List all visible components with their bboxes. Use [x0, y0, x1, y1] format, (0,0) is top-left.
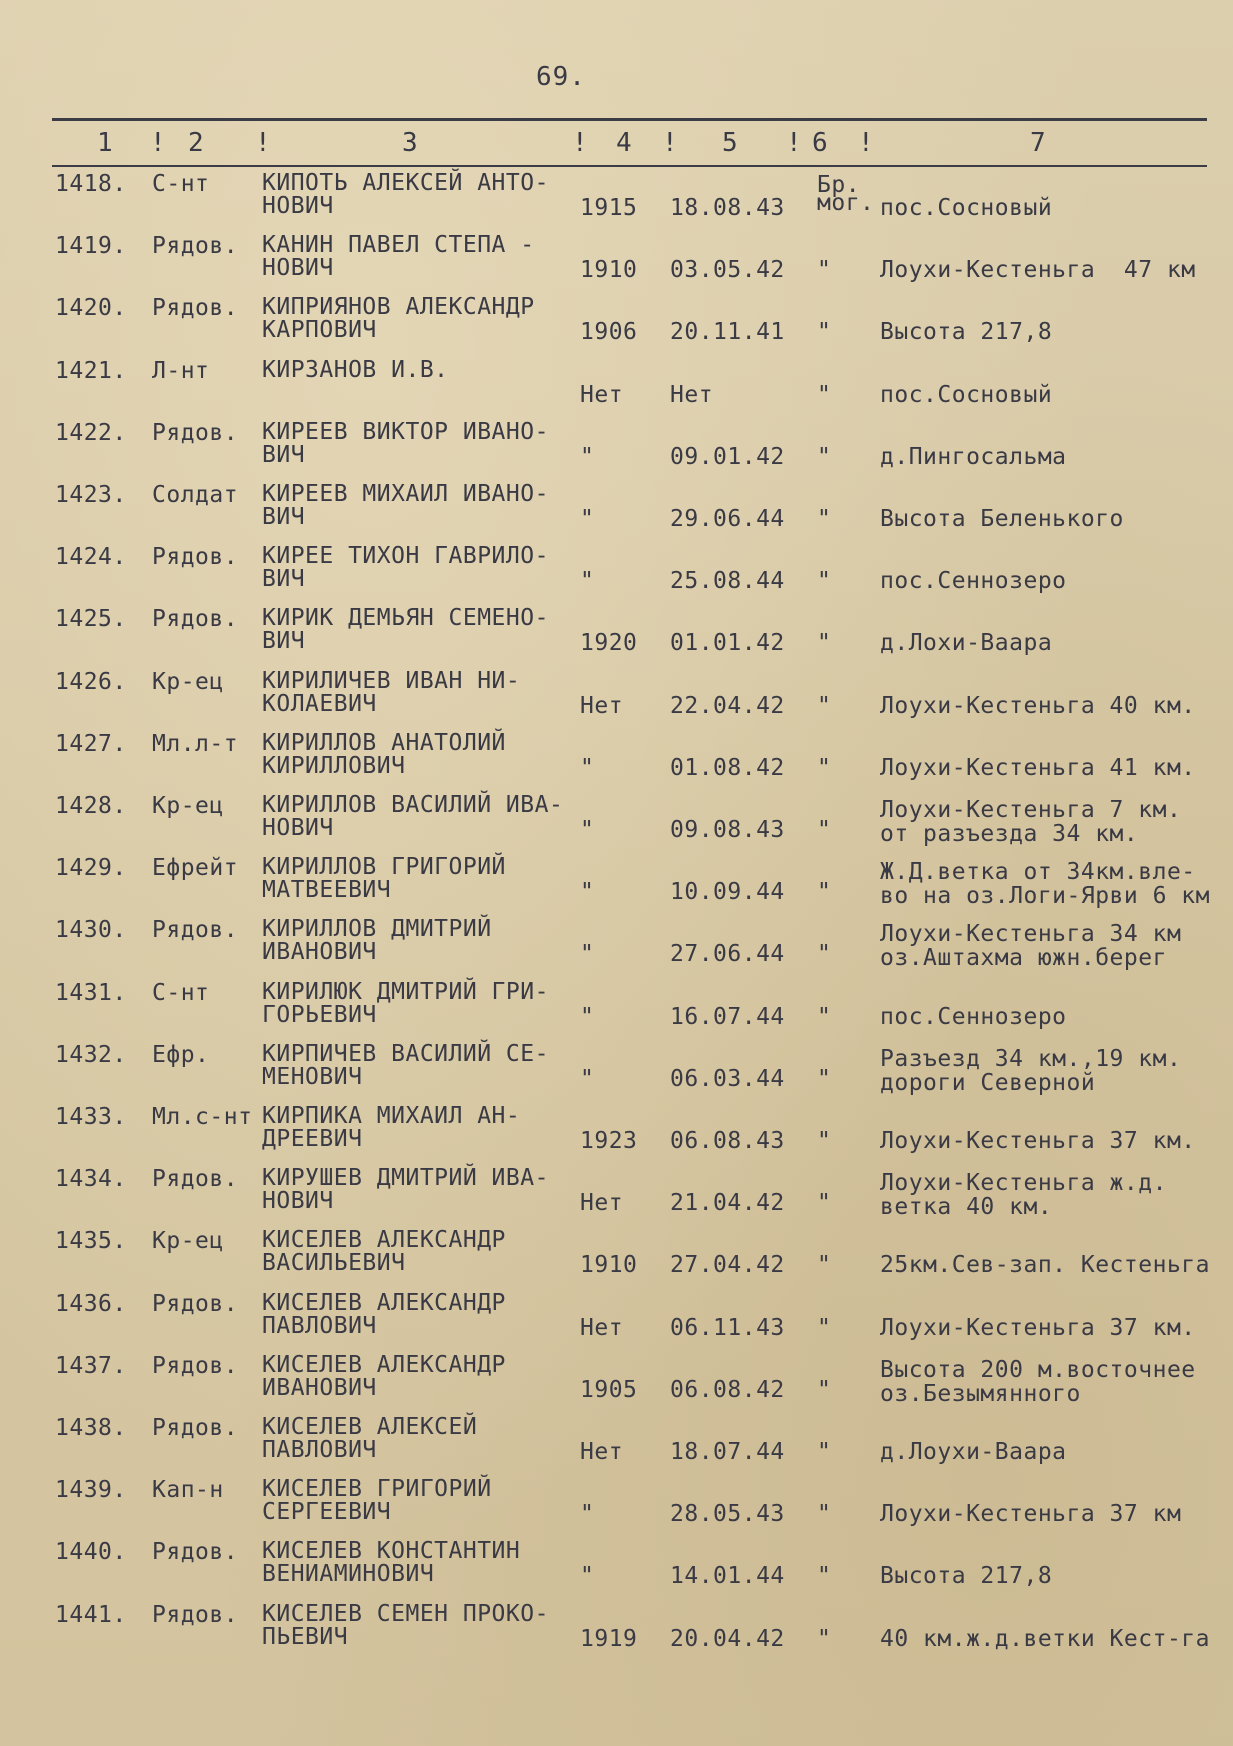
rank: С-нт: [152, 979, 210, 1006]
full-name: КИРПИЧЕВ ВАСИЛИЙ СЕ- МЕНОВИЧ: [262, 1040, 549, 1090]
rank: Рядов.: [152, 1415, 239, 1441]
birth-year: 1910: [580, 1252, 638, 1279]
table-row: [0, 1225, 1233, 1287]
rank: Рядов.: [152, 233, 239, 260]
rank: Кр-ец: [152, 668, 224, 695]
record-number: 1435.: [55, 1228, 127, 1255]
record-number: 1436.: [55, 1290, 127, 1317]
full-name: КИСЕЛЕВ АЛЕКСАНДР ИВАНОВИЧ: [262, 1351, 506, 1401]
burial-place: пос.Сеннозеро: [880, 1003, 1067, 1030]
birth-year: ": [580, 568, 595, 595]
burial-place: Лоухи-Кестеньга 37 км.: [880, 1314, 1196, 1341]
death-date: 06.03.44: [670, 1065, 785, 1092]
record-number: 1438.: [55, 1415, 127, 1441]
record-number: 1418.: [55, 171, 127, 197]
column-separator: !: [858, 128, 874, 158]
birth-year: ": [580, 506, 595, 532]
burial-place: д.Лоухи-Ваара: [880, 1439, 1067, 1465]
table-row: [0, 355, 1233, 417]
full-name: КИРЗАНОВ И.В.: [262, 356, 449, 383]
death-date: 18.07.44: [670, 1439, 785, 1465]
full-name: КИПРИЯНОВ АЛЕКСАНДР КАРПОВИЧ: [262, 294, 535, 344]
burial-type: ": [817, 941, 832, 968]
record-number: 1423.: [55, 482, 127, 508]
rank: Ефрейт: [152, 855, 239, 882]
rank: Кап-н: [152, 1477, 224, 1504]
death-date: 20.11.41: [670, 319, 785, 346]
death-date: 22.04.42: [670, 692, 785, 719]
rank: Ефр.: [152, 1041, 210, 1068]
burial-type: ": [817, 1065, 832, 1092]
table-row: [0, 417, 1233, 479]
full-name: КИРЕЕВ МИХАИЛ ИВАНО- ВИЧ: [262, 481, 549, 530]
death-date: 01.08.42: [670, 754, 785, 781]
table-row: [0, 914, 1233, 976]
rank: Рядов.: [152, 1352, 239, 1379]
birth-year: 1910: [580, 257, 638, 284]
death-date: 09.08.43: [670, 817, 785, 843]
full-name: КИСЕЛЕВ АЛЕКСАНДР ПАВЛОВИЧ: [262, 1289, 506, 1339]
record-number: 1434.: [55, 1166, 127, 1193]
burial-place: Лоухи-Кестеньга 40 км.: [880, 692, 1196, 719]
full-name: КИСЕЛЕВ КОНСТАНТИН ВЕНИАМИНОВИЧ: [262, 1538, 521, 1588]
column-separator: !: [572, 128, 588, 158]
burial-type: ": [817, 381, 832, 408]
death-date: 14.01.44: [670, 1563, 785, 1590]
burial-place: 40 км.ж.д.ветки Кест-га: [880, 1625, 1210, 1652]
column-header-2: 2: [188, 128, 205, 158]
record-number: 1425.: [55, 606, 127, 633]
burial-type: ": [817, 1314, 832, 1341]
birth-year: ": [580, 1065, 595, 1092]
column-separator: !: [150, 128, 166, 158]
record-number: 1422.: [55, 419, 127, 446]
burial-type: ": [817, 319, 832, 346]
column-separator: !: [662, 128, 678, 158]
burial-type: ": [817, 1252, 832, 1279]
burial-type: ": [817, 1563, 832, 1590]
birth-year: ": [580, 941, 595, 968]
birth-year: Нет: [580, 1190, 624, 1217]
birth-year: 1905: [580, 1376, 638, 1403]
table-header-rule: [52, 165, 1207, 167]
full-name: КИПОТЬ АЛЕКСЕЙ АНТО- НОВИЧ: [262, 170, 549, 219]
burial-type: ": [817, 1439, 832, 1465]
burial-place: пос.Сосновый: [880, 381, 1053, 408]
rank: Рядов.: [152, 419, 239, 446]
burial-type: ": [817, 817, 832, 843]
full-name: КИРЕЕ ТИХОН ГАВРИЛО- ВИЧ: [262, 543, 549, 593]
birth-year: 1915: [580, 195, 638, 221]
rank: Рядов.: [152, 544, 239, 571]
full-name: КИРИЛЛОВ ВАСИЛИЙ ИВА- НОВИЧ: [262, 792, 564, 841]
table-row: [0, 603, 1233, 665]
table-row: [0, 1412, 1233, 1474]
burial-type: ": [817, 1501, 832, 1528]
death-date: 20.04.42: [670, 1625, 785, 1652]
page-number: 69.: [536, 62, 586, 92]
table-row: [0, 852, 1233, 914]
column-header-7: 7: [1030, 128, 1047, 158]
full-name: КИРИЛЮК ДМИТРИЙ ГРИ- ГОРЬЕВИЧ: [262, 978, 549, 1028]
burial-type: ": [817, 1625, 832, 1652]
full-name: КИРИЛЛОВ ДМИТРИЙ ИВАНОВИЧ: [262, 916, 492, 966]
burial-place: Высота Беленького: [880, 506, 1124, 532]
death-date: 29.06.44: [670, 506, 785, 532]
table-row: [0, 1350, 1233, 1412]
rank: Солдат: [152, 482, 239, 508]
death-date: 21.04.42: [670, 1190, 785, 1217]
burial-type: Бр. мог.: [817, 172, 875, 216]
death-date: 06.08.43: [670, 1128, 785, 1154]
burial-place: Лоухи-Кестеньга 7 км. от разъезда 34 км.: [880, 797, 1182, 847]
burial-place: пос.Сосновый: [880, 195, 1053, 221]
record-number: 1431.: [55, 979, 127, 1006]
death-date: 28.05.43: [670, 1501, 785, 1528]
burial-type: ": [817, 568, 832, 595]
burial-place: д.Лохи-Ваара: [880, 630, 1053, 657]
burial-place: пос.Сеннозеро: [880, 568, 1067, 595]
birth-year: 1906: [580, 319, 638, 346]
column-header-5: 5: [722, 128, 739, 158]
burial-type: ": [817, 692, 832, 719]
record-number: 1427.: [55, 730, 127, 757]
table-row: [0, 1039, 1233, 1101]
death-date: 10.09.44: [670, 879, 785, 906]
death-date: Нет: [670, 381, 714, 408]
burial-place: Лоухи-Кестеньга ж.д. ветка 40 км.: [880, 1170, 1167, 1221]
burial-type: ": [817, 1190, 832, 1217]
rank: Кр-ец: [152, 1228, 224, 1255]
birth-year: ": [580, 1501, 595, 1528]
birth-year: ": [580, 443, 595, 470]
burial-type: ": [817, 1003, 832, 1030]
birth-year: ": [580, 1563, 595, 1590]
full-name: КИСЕЛЕВ АЛЕКСАНДР ВАСИЛЬЕВИЧ: [262, 1227, 506, 1277]
burial-type: ": [817, 630, 832, 657]
burial-place: д.Пингосальма: [880, 443, 1067, 470]
burial-type: ": [817, 506, 832, 532]
burial-place: Лоухи-Кестеньга 47 км: [880, 257, 1196, 284]
burial-type: ": [817, 443, 832, 470]
burial-type: ": [817, 257, 832, 284]
birth-year: ": [580, 1003, 595, 1030]
table-row: [0, 1163, 1233, 1225]
table-row: [0, 1599, 1233, 1661]
rank: Рядов.: [152, 1166, 239, 1193]
table-row: [0, 1288, 1233, 1350]
burial-type: ": [817, 754, 832, 781]
record-number: 1433.: [55, 1104, 127, 1130]
full-name: КИРИЛЛОВ АНАТОЛИЙ КИРИЛЛОВИЧ: [262, 729, 506, 779]
table-row: [0, 1101, 1233, 1163]
record-number: 1432.: [55, 1041, 127, 1068]
death-date: 27.04.42: [670, 1252, 785, 1279]
table-row: [0, 168, 1233, 230]
record-number: 1421.: [55, 357, 127, 384]
table-row: [0, 1474, 1233, 1536]
full-name: КИРПИКА МИХАИЛ АН- ДРЕЕВИЧ: [262, 1103, 521, 1152]
full-name: КИСЕЛЕВ СЕМЕН ПРОКО- ПЬЕВИЧ: [262, 1600, 549, 1650]
table-top-rule: [52, 118, 1207, 121]
full-name: КИСЕЛЕВ АЛЕКСЕЙ ПАВЛОВИЧ: [262, 1414, 478, 1463]
burial-place: Разъезд 34 км.,19 км. дороги Северной: [880, 1045, 1182, 1096]
record-number: 1419.: [55, 233, 127, 260]
full-name: КИРИЛИЧЕВ ИВАН НИ- КОЛАЕВИЧ: [262, 667, 521, 717]
burial-place: Лоухи-Кестеньга 34 км оз.Аштахма южн.берег: [880, 921, 1182, 972]
birth-year: Нет: [580, 381, 624, 408]
record-number: 1440.: [55, 1539, 127, 1566]
record-number: 1437.: [55, 1352, 127, 1379]
column-header-6: 6: [812, 128, 829, 158]
burial-place: Лоухи-Кестеньга 37 км: [880, 1501, 1182, 1528]
birth-year: 1923: [580, 1128, 638, 1154]
table-row: [0, 292, 1233, 354]
burial-place: Высота 217,8: [880, 319, 1053, 346]
column-header-4: 4: [616, 128, 633, 158]
death-date: 06.08.42: [670, 1376, 785, 1403]
death-date: 18.08.43: [670, 195, 785, 221]
record-number: 1429.: [55, 855, 127, 882]
burial-type: ": [817, 1376, 832, 1403]
burial-place: Лоухи-Кестеньга 41 км.: [880, 754, 1196, 781]
column-separator: !: [786, 128, 802, 158]
rank: Рядов.: [152, 295, 239, 322]
birth-year: Нет: [580, 1439, 624, 1465]
record-number: 1430.: [55, 917, 127, 944]
death-date: 16.07.44: [670, 1003, 785, 1030]
rank: С-нт: [152, 171, 210, 197]
burial-place: Высота 200 м.восточнее оз.Безымянного: [880, 1356, 1196, 1407]
full-name: КИРЕЕВ ВИКТОР ИВАНО- ВИЧ: [262, 418, 549, 468]
burial-place: Ж.Д.ветка от 34км.вле- во на оз.Логи-Ярви 6 км: [880, 859, 1210, 910]
column-header-1: 1: [97, 128, 114, 158]
rank: Рядов.: [152, 917, 239, 944]
full-name: КИРИК ДЕМЬЯН СЕМЕНО- ВИЧ: [262, 605, 549, 655]
table-row: [0, 541, 1233, 603]
rank: Л-нт: [152, 357, 210, 384]
record-number: 1424.: [55, 544, 127, 571]
table-row: [0, 977, 1233, 1039]
column-separator: !: [255, 128, 271, 158]
table-row: [0, 230, 1233, 292]
burial-place: Высота 217,8: [880, 1563, 1053, 1590]
birth-year: 1920: [580, 630, 638, 657]
full-name: КИРУШЕВ ДМИТРИЙ ИВА- НОВИЧ: [262, 1165, 549, 1215]
rank: Рядов.: [152, 1539, 239, 1566]
death-date: 09.01.42: [670, 443, 785, 470]
table-row: [0, 666, 1233, 728]
rank: Рядов.: [152, 1290, 239, 1317]
rank: Мл.л-т: [152, 730, 239, 757]
birth-year: Нет: [580, 1314, 624, 1341]
record-number: 1420.: [55, 295, 127, 322]
rank: Мл.с-нт: [152, 1104, 253, 1130]
table-row: [0, 1536, 1233, 1598]
record-number: 1439.: [55, 1477, 127, 1504]
birth-year: ": [580, 817, 595, 843]
death-date: 03.05.42: [670, 257, 785, 284]
burial-type: ": [817, 879, 832, 906]
birth-year: ": [580, 754, 595, 781]
death-date: 27.06.44: [670, 941, 785, 968]
table-row: [0, 728, 1233, 790]
rank: Рядов.: [152, 1601, 239, 1628]
rank: Кр-ец: [152, 793, 224, 819]
column-header-3: 3: [402, 128, 419, 158]
record-number: 1441.: [55, 1601, 127, 1628]
full-name: КИСЕЛЕВ ГРИГОРИЙ СЕРГЕЕВИЧ: [262, 1476, 492, 1526]
record-number: 1428.: [55, 793, 127, 819]
rank: Рядов.: [152, 606, 239, 633]
birth-year: 1919: [580, 1625, 638, 1652]
birth-year: ": [580, 879, 595, 906]
table-row: [0, 479, 1233, 541]
table-row: [0, 790, 1233, 852]
burial-place: 25км.Сев-зап. Кестеньга: [880, 1252, 1210, 1279]
burial-type: ": [817, 1128, 832, 1154]
birth-year: Нет: [580, 692, 624, 719]
burial-place: Лоухи-Кестеньга 37 км.: [880, 1128, 1196, 1154]
death-date: 06.11.43: [670, 1314, 785, 1341]
full-name: КАНИН ПАВЕЛ СТЕПА - НОВИЧ: [262, 232, 535, 282]
full-name: КИРИЛЛОВ ГРИГОРИЙ МАТВЕЕВИЧ: [262, 854, 506, 904]
death-date: 25.08.44: [670, 568, 785, 595]
record-number: 1426.: [55, 668, 127, 695]
death-date: 01.01.42: [670, 630, 785, 657]
